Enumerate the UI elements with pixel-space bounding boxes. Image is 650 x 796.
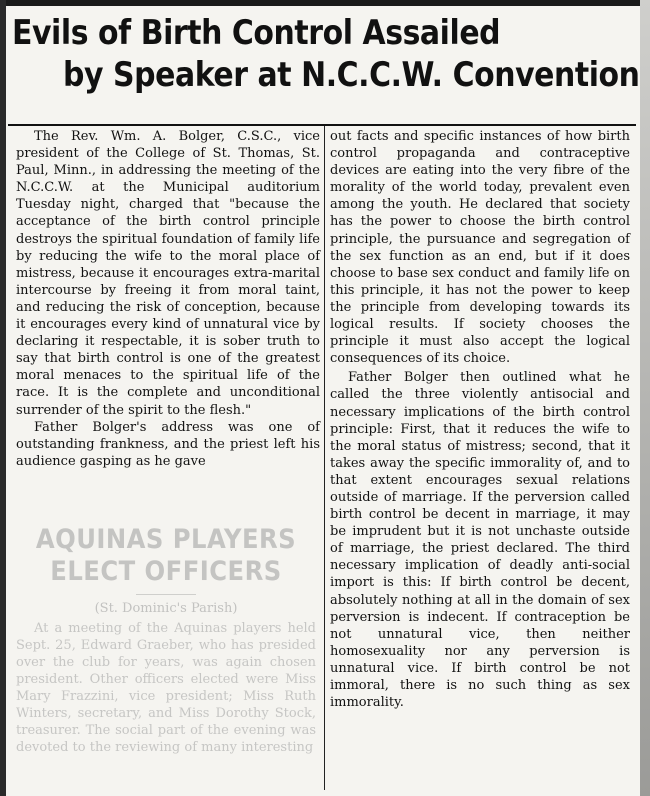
article-column-1 [16,128,320,470]
faded-headline [26,524,307,588]
faded-parish-line: (St. Dominic's Parish) [94,601,238,616]
faded-body [10,620,322,756]
article-column-2 [330,128,630,711]
faded-adjacent-article [10,524,322,794]
column-1-paragraph-2: Father Bolger's address was one of outstanding frankness, and the priest left his audience gasping as he gave [16,419,320,469]
article-headline [12,12,640,96]
scan-border-left [0,0,6,796]
column-2-paragraph-1: out facts and specific instances of how birth control propaganda and contraceptive devices are eating into the very fibre of the morality of the world today, prevalent even among the youth. He declared that society has the power to choose the birth control principle, the pursuance and segregation of the sex function as an end, but if it does choose to base sex conduct and family life on this principle, it has not the power to keep the principle from developing towards its logical results. If society chooses the principle it must also accept the logical consequences of its choice. [330,129,630,367]
column-2-paragraph-2: Father Bolger then outlined what he called the three violently antisocial and necessary implications of the birth control principle: First, that it reduces the wife to the moral status of mistress; second, that it takes away the specific immorality of, and to that extent encourages sexual relations outside of marriage. If the perversion called birth control be decent in marriage, it may be imprudent but it is not unchaste outside of marriage, the priest declared. The third necessary implication of deadly anti-social import is this: If birth control be decent, absolutely nothing at all in the domain of sex perversion is indecent. If contraception be not unnatural vice, then neither homosexuality nor any perversion is unnatural vice. If birth control be not immoral, there is no such thing as sex immorality. [330,370,630,711]
column-1-paragraph-1: The Rev. Wm. A. Bolger, C.S.C., vice president of the College of St. Thomas, St. Paul, Minn., in addressing the meeting of the N.C.C.W. at the Municipal auditorium Tuesday night, charged that "because the acceptance of the birth control principle destroys the spiritual foundation of family life by reducing the wife to the moral place of mistress, because it encourages extra-marital intercourse by freeing it from moral taint, and reducing the risk of conception, because it encourages every kind of unnatural vice by declaring it respectable, it is sober truth to say that birth control is one of the greatest moral menaces to the spiritual life of the race. It is the complete and unconditional surrender of the spirit to the flesh." [16,129,320,418]
scan-border-top [0,0,650,6]
headline-line-1: Evils of Birth Control Assailed [12,13,501,53]
column-separator [324,126,325,790]
headline-rule [8,124,636,126]
headline-line-2: by Speaker at N.C.C.W. Convention [63,55,640,95]
scan-border-right [640,0,650,796]
faded-headline-line-1: AQUINAS PLAYERS [35,524,297,555]
faded-body-paragraph: At a meeting of the Aquinas players held Sept. 25, Edward Graeber, who has presided over the club for years, was again chosen president. Other officers elected were Miss Mary Frazzini, vice president; Miss Ruth Winters, secretary, and Miss Dorothy Stock, treasurer. The social part of the evening was devoted to the reviewing of many interesting [16,621,316,755]
faded-rule [136,594,196,595]
faded-headline-line-2: ELECT OFFICERS [50,556,282,587]
